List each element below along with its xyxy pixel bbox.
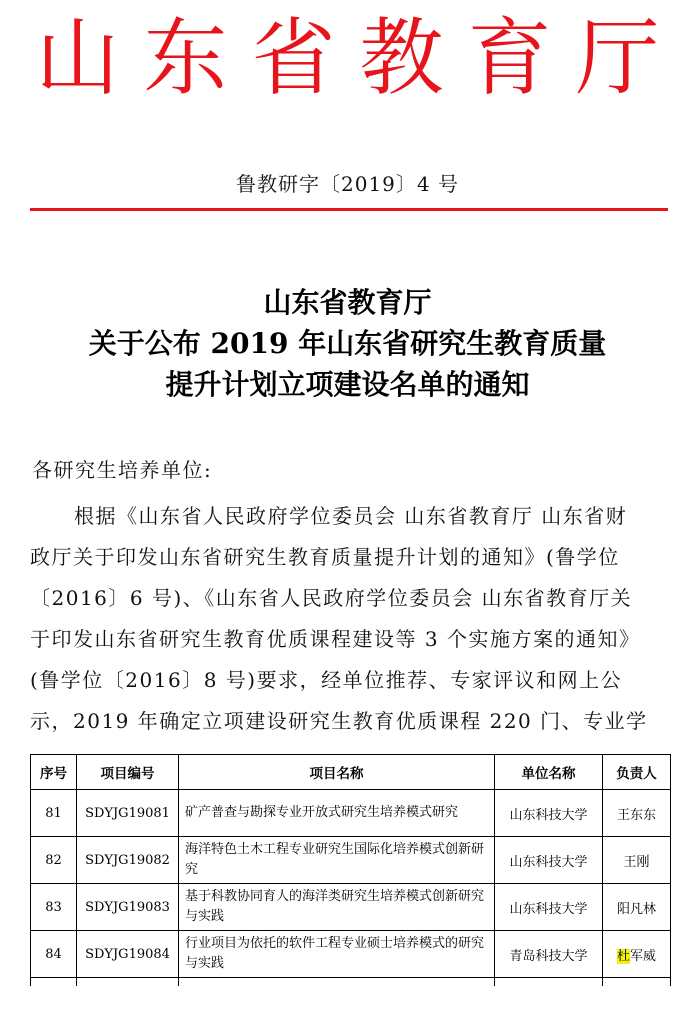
body-line: 〔2016〕6 号)、《山东省人民政府学位委员会 山东省教育厅关 [30, 586, 633, 610]
cell-code: SDYJG19081 [77, 790, 179, 837]
cell-lead: 王刚 [603, 837, 671, 884]
cell-lead: 王东东 [603, 790, 671, 837]
page-cut-edge [0, 990, 695, 1010]
project-table [30, 754, 671, 986]
body-line: 根据《山东省人民政府学位委员会 山东省教育厅 山东省财 [74, 504, 628, 528]
cell-lead [603, 931, 671, 978]
cell-index: 81 [31, 790, 77, 837]
table-row [31, 790, 671, 837]
project-table-wrap [30, 754, 670, 986]
header-index: 序号 [31, 755, 77, 790]
cell-unit: 山东科技大学 [495, 790, 603, 837]
highlighted-surname: 杜 [616, 948, 630, 964]
table-row-cut [31, 978, 671, 987]
body-line: 政厅关于印发山东省研究生教育质量提升计划的通知》(鲁学位 [30, 545, 620, 569]
masthead-title: 山东省教育厅 [35, 9, 684, 107]
greeting: 各研究生培养单位: [32, 458, 213, 482]
table-row [31, 837, 671, 884]
cell-project-name: 基于科教协同育人的海洋类研究生培养模式创新研究与实践 [179, 884, 495, 931]
cell-index: 82 [31, 837, 77, 884]
cell-code: SDYJG19082 [77, 837, 179, 884]
cell-code: SDYJG19084 [77, 931, 179, 978]
header-unit: 单位名称 [495, 755, 603, 790]
cell-project-name: 矿产普查与勘探专业开放式研究生培养模式研究 [179, 790, 495, 837]
cell-project-name: 行业项目为依托的软件工程专业硕士培养模式的研究与实践 [179, 931, 495, 978]
table-header-row [31, 755, 671, 790]
table-row [31, 884, 671, 931]
title-line: 提升计划立项建设名单的通知 [165, 368, 530, 401]
cell-code: SDYJG19083 [77, 884, 179, 931]
title-line: 关于公布 2019 年山东省研究生教育质量 [88, 327, 607, 360]
cell-index: 84 [31, 931, 77, 978]
red-divider [30, 208, 668, 211]
cell-unit: 青岛科技大学 [495, 931, 603, 978]
cell-index: 83 [31, 884, 77, 931]
body-line: 示，2019 年确定立项建设研究生教育优质课程 220 门、专业学 [30, 709, 648, 733]
body-paragraph [30, 496, 670, 742]
header-lead: 负责人 [603, 755, 671, 790]
cell-unit: 山东科技大学 [495, 884, 603, 931]
cell-project-name: 海洋特色土木工程专业研究生国际化培养模式创新研究 [179, 837, 495, 884]
cell-lead: 阳凡林 [603, 884, 671, 931]
title-line: 山东省教育厅 [263, 286, 432, 319]
header-code: 项目编号 [77, 755, 179, 790]
cell-unit: 山东科技大学 [495, 837, 603, 884]
notice-title [0, 282, 695, 405]
body-line: (鲁学位〔2016〕8 号)要求，经单位推荐、专家评议和网上公 [30, 668, 623, 692]
document-number: 鲁教研字〔2019〕4 号 [236, 172, 459, 196]
lead-given-name: 军威 [630, 948, 657, 964]
header-name: 项目名称 [179, 755, 495, 790]
body-line: 于印发山东省研究生教育优质课程建设等 3 个实施方案的通知》 [30, 627, 641, 651]
table-row [31, 931, 671, 978]
